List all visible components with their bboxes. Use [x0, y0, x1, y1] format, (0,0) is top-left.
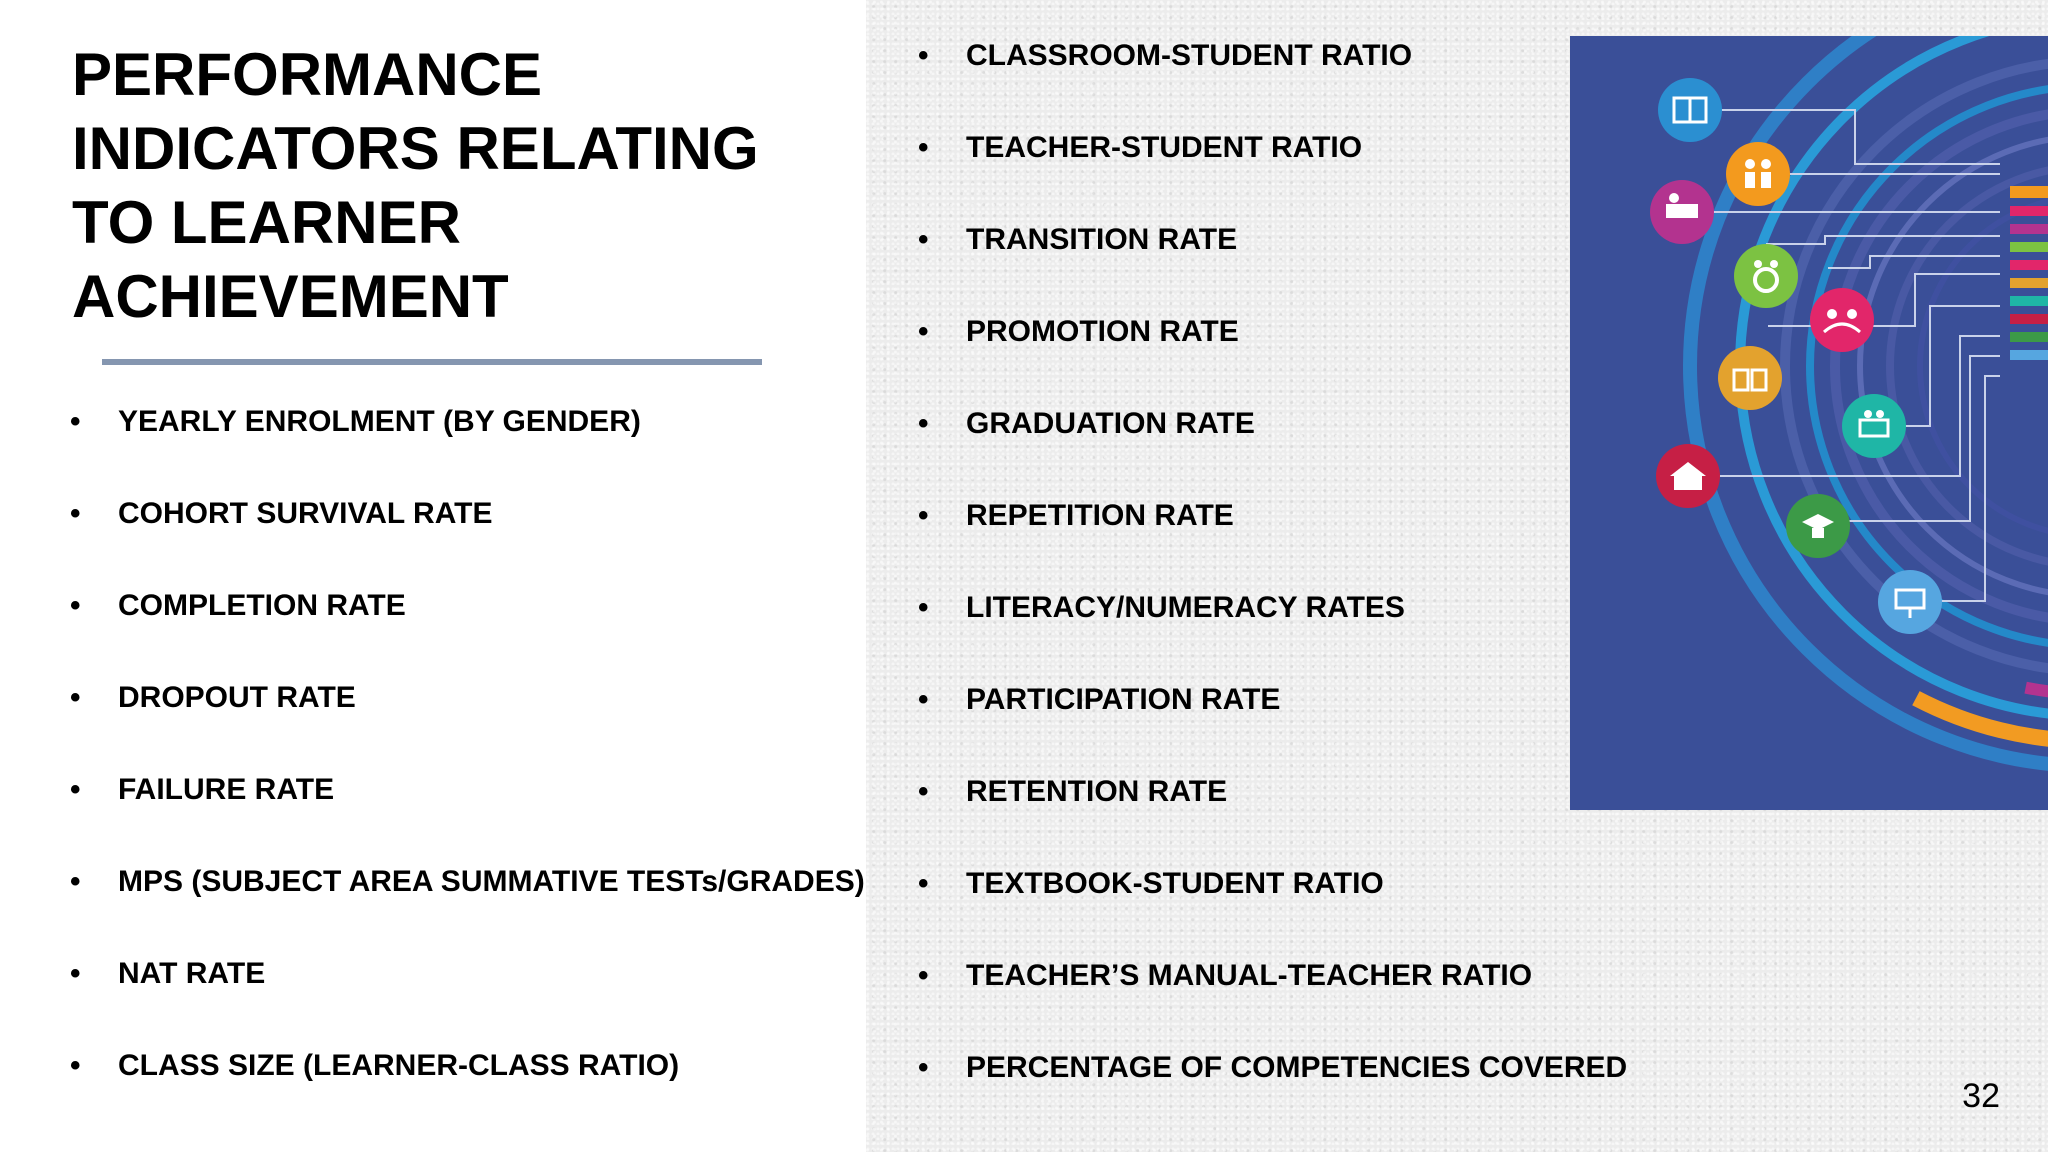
list-item-label: TEACHER-STUDENT RATIO	[966, 131, 1363, 164]
list-item-label: GRADUATION RATE	[966, 407, 1255, 440]
presentation-icon	[1878, 570, 1942, 634]
group-icon	[1810, 288, 1874, 352]
slide-title	[72, 38, 792, 334]
color-bar	[2010, 242, 2048, 252]
book-icon	[1658, 78, 1722, 142]
page-number: 32	[1962, 1077, 2000, 1115]
list-item-label: TRANSITION RATE	[966, 223, 1238, 256]
list-item-label: RETENTION RATE	[966, 775, 1228, 808]
bullet-icon: •	[70, 497, 81, 530]
graduation-icon	[1786, 494, 1850, 558]
list-item-label: TEXTBOOK-STUDENT RATIO	[966, 867, 1384, 900]
infographic-svg	[1570, 36, 2048, 810]
color-bar	[2010, 186, 2048, 198]
list-item-label: MPS (SUBJECT AREA SUMMATIVE TESTs/GRADES)	[118, 865, 865, 898]
bullet-icon: •	[70, 865, 81, 898]
gear-people-icon	[1734, 244, 1798, 308]
bullet-icon: •	[918, 775, 929, 808]
color-bar	[2010, 260, 2048, 270]
color-bar	[2010, 350, 2048, 360]
list-item-label: YEARLY ENROLMENT (BY GENDER)	[118, 405, 641, 438]
list-item-label: TEACHER’S MANUAL-TEACHER RATIO	[966, 959, 1533, 992]
bullet-icon: •	[918, 591, 929, 624]
title-line: PERFORMANCE	[72, 41, 543, 108]
color-bar	[2010, 278, 2048, 288]
bullet-icon: •	[918, 223, 929, 256]
bullet-icon: •	[918, 499, 929, 532]
bullet-icon: •	[70, 681, 81, 714]
list-item-label: COMPLETION RATE	[118, 589, 406, 622]
open-book-icon	[1718, 346, 1782, 410]
list-item-label: LITERACY/NUMERACY RATES	[966, 591, 1405, 624]
bullet-icon: •	[70, 773, 81, 806]
color-bar	[2010, 314, 2048, 324]
title-line: TO LEARNER	[72, 189, 461, 256]
list-item-label: REPETITION RATE	[966, 499, 1234, 532]
bullet-icon: •	[918, 39, 929, 72]
bullet-icon: •	[918, 131, 929, 164]
title-line: ACHIEVEMENT	[72, 263, 509, 330]
bullet-icon: •	[918, 407, 929, 440]
color-bar	[2010, 332, 2048, 342]
list-item-label: CLASSROOM-STUDENT RATIO	[966, 39, 1413, 72]
list-item-label: PARTICIPATION RATE	[966, 683, 1281, 716]
color-bar	[2010, 206, 2048, 216]
list-item-label: CLASS SIZE (LEARNER-CLASS RATIO)	[118, 1049, 680, 1082]
list-item-label: DROPOUT RATE	[118, 681, 356, 714]
teacher-icon	[1650, 180, 1714, 244]
list-item-label: NAT RATE	[118, 957, 266, 990]
title-divider	[102, 359, 762, 365]
bullet-icon: •	[918, 1051, 929, 1084]
education-infographic	[1570, 36, 2048, 810]
bullet-icon: •	[918, 959, 929, 992]
bullet-icon: •	[70, 1049, 81, 1082]
list-item-label: PROMOTION RATE	[966, 315, 1239, 348]
bullet-icon: •	[918, 867, 929, 900]
bullet-icon: •	[70, 405, 81, 438]
school-icon	[1656, 444, 1720, 508]
title-line: INDICATORS RELATING	[72, 115, 759, 182]
list-item-label: FAILURE RATE	[118, 773, 335, 806]
bullet-icon: •	[918, 683, 929, 716]
bullet-icon: •	[70, 589, 81, 622]
list-item-label: COHORT SURVIVAL RATE	[118, 497, 493, 530]
bullet-icon: •	[918, 315, 929, 348]
family-icon	[1726, 142, 1790, 206]
classroom-icon	[1842, 394, 1906, 458]
color-bar	[2010, 296, 2048, 306]
bullet-icon: •	[70, 957, 81, 990]
color-bar	[2010, 224, 2048, 234]
list-item-label: PERCENTAGE OF COMPETENCIES COVERED	[966, 1051, 1628, 1084]
